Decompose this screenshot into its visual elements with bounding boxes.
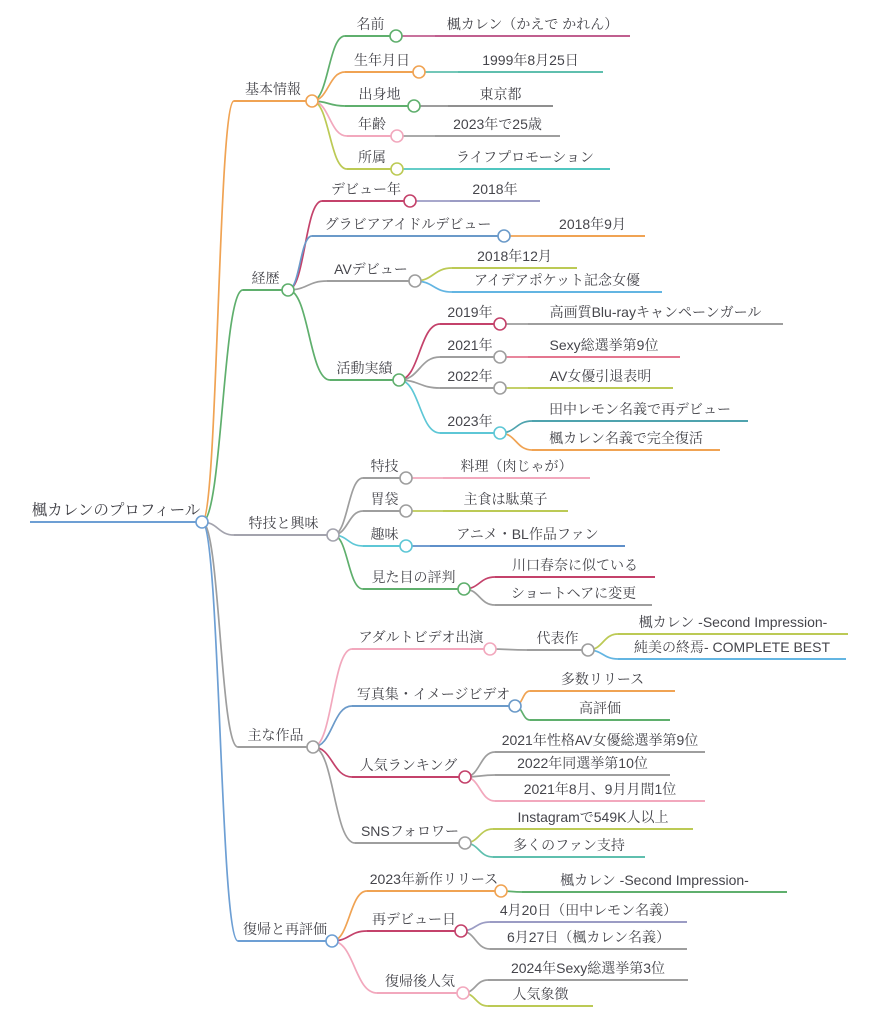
node-label[interactable]: 楓カレン -Second Impression- bbox=[560, 872, 749, 888]
branch-link bbox=[333, 478, 363, 535]
node-label[interactable]: 楓カレン（かえで かれん） bbox=[446, 16, 619, 32]
node-label[interactable]: 1999年8月25日 bbox=[482, 52, 579, 68]
branch-link bbox=[202, 522, 238, 941]
node-label[interactable]: 主食は駄菓子 bbox=[463, 491, 548, 507]
node-label[interactable]: 特技 bbox=[370, 458, 399, 474]
node-label[interactable]: AV女優引退表明 bbox=[549, 368, 652, 384]
node-label[interactable]: 楓カレン名義で完全復活 bbox=[549, 430, 703, 446]
node-label[interactable]: 生年月日 bbox=[354, 52, 410, 68]
node-label[interactable]: 2021年8月、9月月間1位 bbox=[523, 781, 677, 797]
node-label[interactable]: AVデビュー bbox=[334, 261, 408, 277]
branch-link bbox=[399, 357, 440, 380]
node-label[interactable]: 2021年性格AV女優総選挙第9位 bbox=[501, 732, 699, 748]
node-label[interactable]: 主な作品 bbox=[247, 727, 304, 743]
node-label[interactable]: 所属 bbox=[358, 149, 386, 165]
node-label[interactable]: 年齢 bbox=[358, 116, 386, 132]
node-label[interactable]: アニメ・BL作品ファン bbox=[456, 526, 599, 542]
node-label[interactable]: 東京都 bbox=[479, 86, 522, 102]
node-label[interactable]: 活動実績 bbox=[336, 360, 393, 376]
node-label[interactable]: ライフプロモーション bbox=[455, 149, 595, 165]
node-label[interactable]: 高画質Blu-rayキャンペーンガール bbox=[549, 304, 762, 320]
branch-link bbox=[313, 747, 355, 843]
node-label[interactable]: 名前 bbox=[356, 16, 385, 32]
branch-link bbox=[288, 236, 312, 290]
branch-link bbox=[332, 891, 367, 941]
node-label[interactable]: 趣味 bbox=[370, 526, 399, 542]
node-label[interactable]: 2024年Sexy総選挙第3位 bbox=[510, 960, 666, 976]
node-label[interactable]: デビュー年 bbox=[331, 181, 401, 197]
node-label[interactable]: 多数リリース bbox=[560, 671, 645, 687]
node-label[interactable]: Sexy総選挙第9位 bbox=[549, 337, 659, 353]
node-label[interactable]: 2019年 bbox=[447, 304, 493, 320]
node-label[interactable]: 2018年 bbox=[472, 181, 518, 197]
branch-link bbox=[288, 290, 330, 380]
node-label[interactable]: 楓カレン -Second Impression- bbox=[638, 614, 828, 630]
node-label[interactable]: 人気ランキング bbox=[359, 757, 458, 773]
node-label[interactable]: 復帰後人気 bbox=[385, 973, 455, 989]
node-label[interactable]: 特技と興味 bbox=[248, 515, 319, 531]
node-label[interactable]: 胃袋 bbox=[370, 491, 399, 507]
node-label[interactable]: 2023年で25歳 bbox=[453, 116, 542, 132]
underlines-group bbox=[30, 36, 848, 1006]
node-label[interactable]: 見た目の評判 bbox=[371, 569, 456, 585]
node-label[interactable]: 人気象徴 bbox=[512, 986, 569, 1002]
branch-link bbox=[312, 36, 345, 101]
node-label[interactable]: 純美の終焉- COMPLETE BEST bbox=[633, 639, 831, 655]
node-label[interactable]: 2018年9月 bbox=[559, 216, 626, 232]
branch-link bbox=[332, 941, 377, 993]
node-label[interactable]: 4月20日（田中レモン名義） bbox=[499, 902, 678, 918]
node-label[interactable]: 2018年12月 bbox=[477, 248, 552, 264]
node-label[interactable]: 写真集・イメージビデオ bbox=[356, 686, 511, 702]
node-label[interactable]: 2023年 bbox=[447, 413, 493, 429]
root-node-label[interactable]: 楓カレンのプロフィール bbox=[31, 502, 201, 519]
node-label[interactable]: 川口春奈に似ている bbox=[512, 557, 638, 573]
node-label[interactable]: ショートヘアに変更 bbox=[510, 585, 637, 601]
node-label[interactable]: 2022年 bbox=[447, 368, 493, 384]
node-label[interactable]: 多くのファン支持 bbox=[513, 837, 625, 853]
node-label[interactable]: 2022年同選挙第10位 bbox=[517, 755, 648, 771]
node-label[interactable]: 2023年新作リリース bbox=[369, 871, 499, 887]
branch-link bbox=[202, 290, 243, 522]
node-label[interactable]: 田中レモン名義で再デビュー bbox=[549, 401, 731, 417]
node-label[interactable]: 再デビュー日 bbox=[372, 911, 456, 927]
node-label[interactable]: 経歴 bbox=[251, 270, 280, 286]
node-label[interactable]: 出身地 bbox=[358, 86, 401, 102]
branch-link bbox=[399, 324, 440, 380]
branch-link bbox=[313, 747, 352, 777]
node-label[interactable]: 2021年 bbox=[447, 337, 493, 353]
node-label[interactable]: 復帰と再評価 bbox=[243, 921, 327, 937]
branch-link bbox=[313, 706, 352, 747]
node-label[interactable]: 6月27日（楓カレン名義） bbox=[506, 929, 670, 945]
branch-link bbox=[333, 535, 363, 589]
node-label[interactable]: アダルトビデオ出演 bbox=[358, 629, 484, 645]
node-label[interactable]: グラビアアイドルデビュー bbox=[324, 216, 492, 232]
node-label[interactable]: 基本情報 bbox=[245, 81, 301, 97]
node-label[interactable]: アイデアポケット記念女優 bbox=[473, 272, 641, 288]
node-label[interactable]: Instagramで549K人以上 bbox=[517, 809, 669, 825]
node-label[interactable]: 料理（肉じゃが） bbox=[460, 458, 573, 474]
node-label[interactable]: 高評価 bbox=[579, 700, 621, 716]
node-label[interactable]: 代表作 bbox=[536, 630, 579, 646]
node-label[interactable]: SNSフォロワー bbox=[360, 823, 460, 839]
branch-link bbox=[313, 649, 352, 747]
